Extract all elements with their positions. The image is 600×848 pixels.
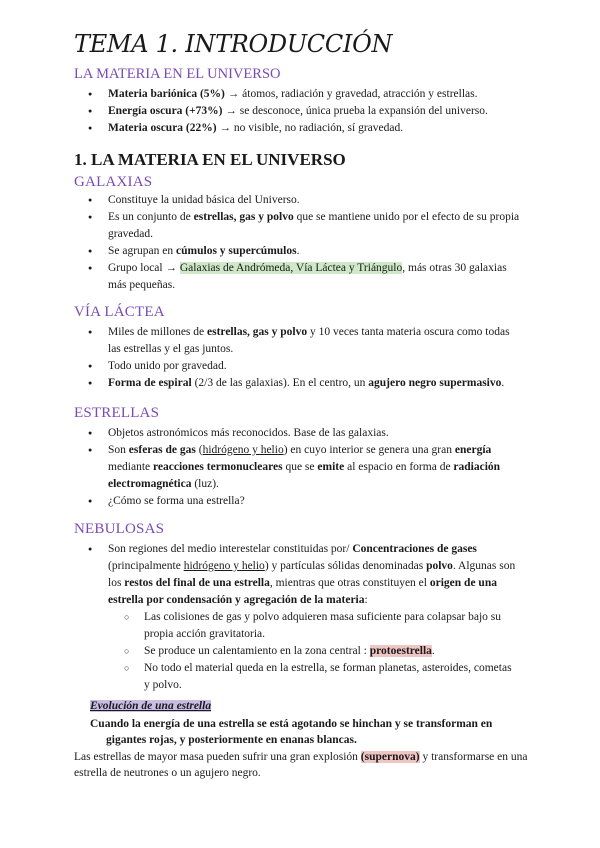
intro-list [0, 86, 520, 137]
list-item: ● Objetos astronómicos más reconocidos. Base de las galaxias. [0, 425, 520, 442]
page-title: TEMA 1. INTRODUCCIÓN [74, 30, 393, 58]
list-item: ● Grupo local → Galaxias de Andrómeda, Vía Láctea y Triángulo, más otras 30 galaxias más pequeñas. [0, 260, 520, 294]
via-lactea-list [0, 324, 520, 392]
list-item: ● Miles de millones de estrellas, gas y polvo y 10 veces tanta materia oscura como todas las estrellas y el gas juntos. [0, 324, 520, 358]
list-item: ● Materia bariónica (5%) → átomos, radiación y gravedad, atracción y estrellas. [0, 86, 520, 103]
highlight: (supernova) [360, 751, 420, 763]
list-item: ● Son esferas de gas (hidrógeno y helio) en cuyo interior se genera una gran energía mediante reacciones termonucleares que se emite al espacio en forma de radiación electromagnética (luz). [0, 442, 520, 493]
list-item: ● Forma de espiral (2/3 de las galaxias). En el centro, un agujero negro supermasivo. [0, 375, 520, 392]
list-item: ● Energía oscura (+73%) → se desconoce, única prueba la expansión del universo. [0, 103, 520, 120]
section-heading: 1. LA MATERIA EN EL UNIVERSO [74, 150, 346, 169]
evolucion-summary: Cuando la energía de una estrella se está agotando se hinchan y se transforman en gigantes rojas, y posteriormente en enanas blancas. [90, 718, 493, 746]
list-item: ● Materia oscura (22%) → no visible, no radiación, sí gravedad. [0, 120, 520, 137]
via-lactea-heading: VÍA LÁCTEA [74, 304, 165, 320]
estrellas-heading: ESTRELLAS [74, 405, 160, 421]
list-item: ○ Se produce un calentamiento en la zona central : protoestrella. [108, 643, 520, 660]
nebulosas-sublist [108, 609, 520, 694]
list-item: ○ No todo el material queda en la estrella, se forman planetas, asteroides, cometas y polvo. [108, 660, 520, 694]
nebulosas-list [0, 541, 520, 694]
list-item: ○ Las colisiones de gas y polvo adquieren masa suficiente para colapsar bajo su propia acción gravitatoria. [108, 609, 520, 643]
estrellas-list [0, 425, 520, 510]
evolucion-heading: Evolución de una estrella [90, 700, 212, 712]
list-item: ● Constituye la unidad básica del Universo. [0, 192, 520, 209]
highlight: protoestrella [369, 645, 432, 657]
list-item: ● Todo unido por gravedad. [0, 358, 520, 375]
list-item: ● Son regiones del medio interestelar constituidas por/ Concentraciones de gases (principalmente hidrógeno y helio) y partículas sólidas denominadas polvo. Algunas son los restos del final de una estrella, mientras que otras constituyen el origen de una estrella por condensación y agregación de la materia: ○ Las colisiones de gas y polvo adquieren masa suficiente para colapsar bajo su propia acción gravitatoria. ○ Se produce un calentamiento en la zona central : protoestrella. ○ No todo el material queda en la estrella, se forman planetas, asteroides, cometas y polvo. [0, 541, 520, 694]
list-item: ● Es un conjunto de estrellas, gas y polvo que se mantiene unido por el efecto de su propia gravedad. [0, 209, 520, 243]
nebulosas-heading: NEBULOSAS [74, 521, 165, 537]
list-item: ● Se agrupan en cúmulos y supercúmulos. [0, 243, 520, 260]
list-item: ● ¿Cómo se forma una estrella? [0, 493, 520, 510]
evolucion-paragraph: Las estrellas de mayor masa pueden sufrir una gran explosión (supernova) y transformarse en una estrella de neutrones o un agujero negro. [74, 751, 528, 779]
intro-heading: LA MATERIA EN EL UNIVERSO [74, 66, 281, 82]
highlight: Galaxias de Andrómeda, Vía Láctea y Triángulo [179, 262, 403, 274]
galaxias-heading: GALAXIAS [74, 174, 153, 190]
galaxias-list [0, 192, 520, 294]
